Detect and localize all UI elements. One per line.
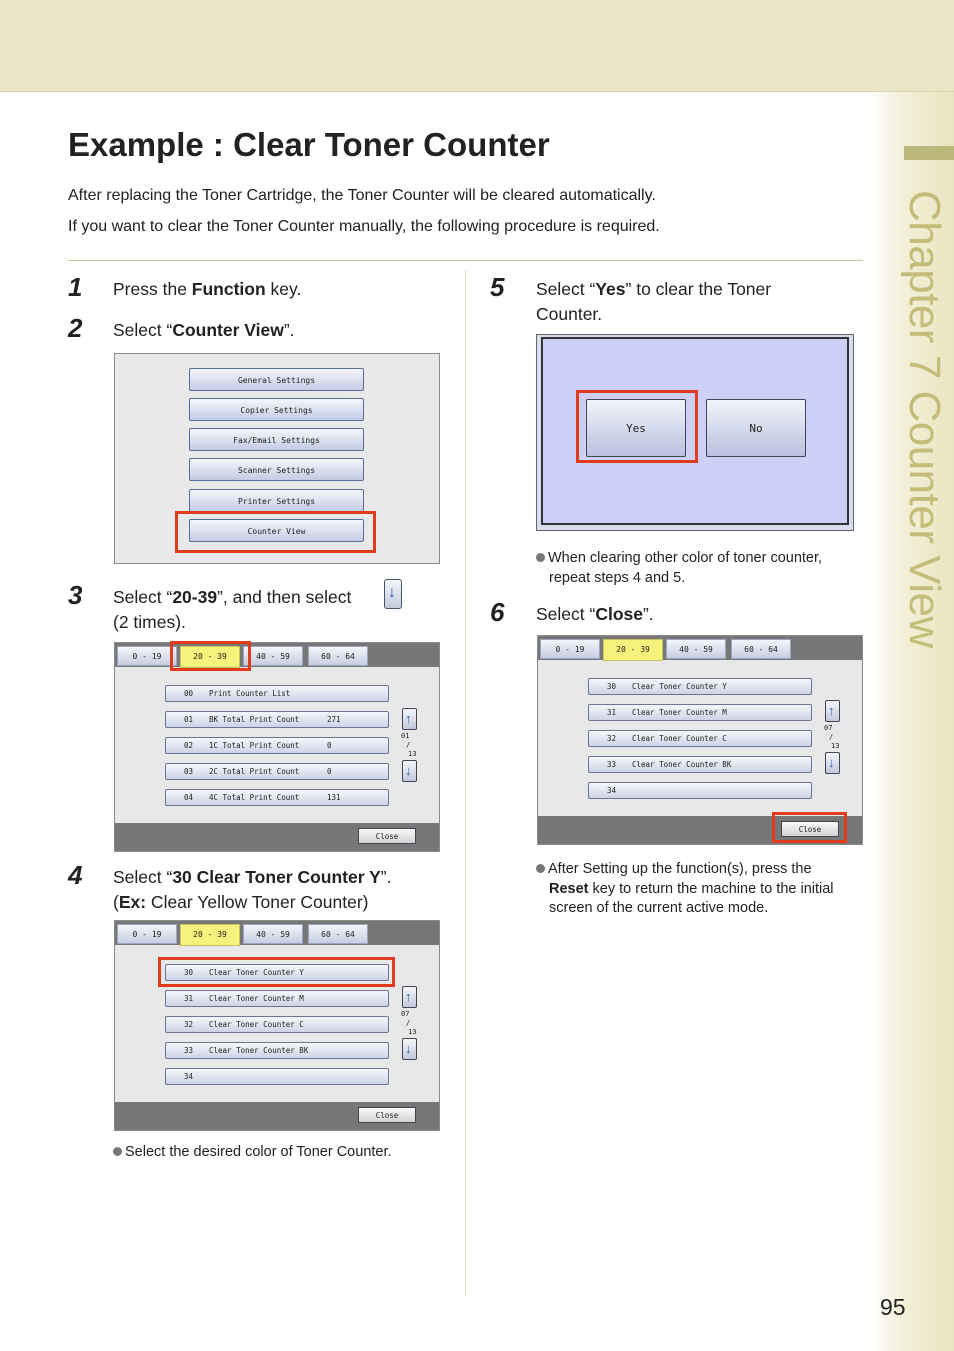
step-1-text: Press the Function key. [113, 279, 302, 299]
tab-20-39[interactable]: 20 - 39 [180, 924, 240, 946]
tab-20-39[interactable]: 20 - 39 [603, 639, 663, 661]
tab-bar [115, 921, 439, 945]
scroll-down-icon[interactable]: ↓ [402, 1038, 417, 1060]
counter-row[interactable]: 30 Clear Toner Counter Y [588, 678, 812, 695]
tab-60-64[interactable]: 60 - 64 [308, 646, 368, 666]
menu-copier-settings[interactable]: Copier Settings [189, 398, 364, 421]
highlight-box [175, 511, 376, 553]
tab-0-19[interactable]: 0 - 19 [117, 924, 177, 944]
scroll-up-icon[interactable]: ↑ [402, 986, 417, 1008]
step-number: 4 [68, 860, 83, 890]
footer-bar [115, 823, 439, 851]
counter-row[interactable]: 33 Clear Toner Counter BK [165, 1042, 389, 1059]
highlight-box [772, 812, 847, 843]
scroll-up-icon[interactable]: ↑ [825, 700, 840, 722]
step-3-text-line2: (2 times). [113, 612, 186, 632]
down-arrow-key-icon: ↓ [384, 579, 402, 609]
counter-row[interactable]: 04 4C Total Print Count 131 [165, 789, 389, 806]
page-number: 95 [880, 1294, 906, 1320]
menu-counter-view[interactable]: Counter View [189, 519, 364, 542]
scroll-down-icon[interactable]: ↓ [402, 760, 417, 782]
highlight-box [170, 641, 251, 671]
bullet-icon [113, 1147, 122, 1156]
intro-line-1: After replacing the Toner Cartridge, the Toner Counter will be cleared automatically. [68, 187, 656, 204]
tab-40-59[interactable]: 40 - 59 [666, 639, 726, 659]
chapter-label: Chapter 7 Counter View [900, 190, 949, 648]
step-3-text: Select “20-39”, and then select [113, 587, 352, 607]
counter-row[interactable]: 01 BK Total Print Count 271 [165, 711, 389, 728]
intro-line-2: If you want to clear the Toner Counter manually, the following procedure is required. [68, 218, 660, 235]
column-divider [465, 270, 466, 1296]
tab-0-19[interactable]: 0 - 19 [117, 646, 177, 666]
step-4-text-line2: (Ex: Clear Yellow Toner Counter) [113, 892, 369, 912]
bullet-icon [536, 553, 545, 562]
menu-scanner-settings[interactable]: Scanner Settings [189, 458, 364, 481]
step-number: 1 [68, 272, 83, 302]
tab-20-39[interactable]: 20 - 39 [180, 646, 240, 668]
counter-row[interactable]: 02 1C Total Print Count 0 [165, 737, 389, 754]
scroll-down-icon[interactable]: ↓ [825, 752, 840, 774]
counter-row[interactable]: 34 [165, 1068, 389, 1085]
tab-bar [115, 643, 439, 667]
counter-row[interactable]: 34 [588, 782, 812, 799]
highlight-box [576, 390, 698, 463]
close-button[interactable]: Close [781, 821, 839, 837]
page-indicator: 01 / 13 [401, 732, 417, 758]
step-5-text: Select “Yes” to clear the Toner [536, 279, 772, 299]
tab-40-59[interactable]: 40 - 59 [243, 646, 303, 666]
counter-row[interactable]: 33 Clear Toner Counter BK [588, 756, 812, 773]
step-5-note: When clearing other color of toner counter, repeat steps 4 and 5. [536, 549, 822, 588]
step-number: 3 [68, 580, 83, 610]
counter-row[interactable]: 32 Clear Toner Counter C [165, 1016, 389, 1033]
page-title: Example : Clear Toner Counter [68, 126, 550, 163]
step-number: 5 [490, 272, 505, 302]
step-number: 6 [490, 597, 505, 627]
tab-0-19[interactable]: 0 - 19 [540, 639, 600, 659]
step-2-text: Select “Counter View”. [113, 320, 295, 340]
step-5-text-line2: Counter. [536, 304, 603, 324]
page-indicator: 07 / 13 [824, 724, 840, 750]
divider [68, 260, 863, 261]
highlight-box [158, 957, 395, 987]
counter-screen-1 [114, 642, 440, 852]
counter-row[interactable]: 30 Clear Toner Counter Y [165, 964, 389, 981]
counter-row[interactable]: 31 Clear Toner Counter M [165, 990, 389, 1007]
close-button[interactable]: Close [358, 1107, 416, 1123]
tab-bar [538, 636, 862, 660]
yes-button[interactable]: Yes [586, 399, 686, 457]
tab-60-64[interactable]: 60 - 64 [731, 639, 791, 659]
no-button[interactable]: No [706, 399, 806, 457]
counter-row[interactable]: 00 Print Counter List [165, 685, 389, 702]
step-6-text: Select “Close”. [536, 604, 654, 624]
counter-screen-2 [114, 920, 440, 1131]
chapter-marker [904, 146, 954, 160]
footer-bar [115, 1102, 439, 1130]
tab-40-59[interactable]: 40 - 59 [243, 924, 303, 944]
scroll-up-icon[interactable]: ↑ [402, 708, 417, 730]
menu-general-settings[interactable]: General Settings [189, 368, 364, 391]
bullet-icon [536, 864, 545, 873]
header-band [0, 0, 954, 92]
counter-row[interactable]: 03 2C Total Print Count 0 [165, 763, 389, 780]
counter-row[interactable]: 32 Clear Toner Counter C [588, 730, 812, 747]
menu-printer-settings[interactable]: Printer Settings [189, 489, 364, 512]
menu-fax-email-settings[interactable]: Fax/Email Settings [189, 428, 364, 451]
step-6-note: After Setting up the function(s), press the Reset key to return the machine to the initial screen of the current active mode. [536, 860, 834, 919]
counter-row[interactable]: 31 Clear Toner Counter M [588, 704, 812, 721]
step-4-note: Select the desired color of Toner Counter. [113, 1143, 392, 1163]
close-button[interactable]: Close [358, 828, 416, 844]
page-indicator: 07 / 13 [401, 1010, 417, 1036]
step-4-text: Select “30 Clear Toner Counter Y”. [113, 867, 392, 887]
tab-60-64[interactable]: 60 - 64 [308, 924, 368, 944]
step-number: 2 [68, 313, 83, 343]
